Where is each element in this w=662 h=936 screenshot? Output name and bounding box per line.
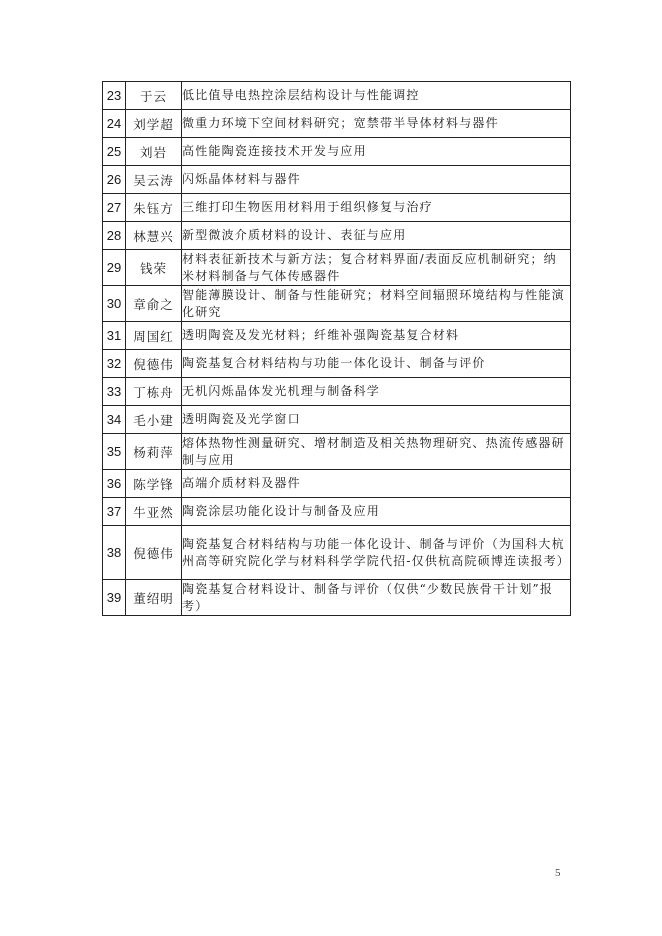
- supervisor-name: 周国红: [126, 322, 182, 350]
- row-number: 33: [103, 378, 126, 406]
- table-row: [103, 470, 571, 498]
- supervisor-name: 吴云涛: [126, 166, 182, 194]
- row-number: 23: [103, 82, 126, 110]
- supervisor-name: 刘学超: [126, 110, 182, 138]
- table-row: [103, 498, 571, 526]
- table-row: [103, 378, 571, 406]
- row-number: 34: [103, 406, 126, 434]
- row-number: 31: [103, 322, 126, 350]
- table-row: [103, 110, 571, 138]
- table-row: [103, 222, 571, 250]
- table-row: [103, 526, 571, 580]
- research-direction: 新型微波介质材料的设计、表征与应用: [182, 222, 571, 250]
- row-number: 25: [103, 138, 126, 166]
- row-number: 35: [103, 434, 126, 470]
- supervisor-name: 倪德伟: [126, 526, 182, 580]
- row-number: 24: [103, 110, 126, 138]
- research-direction: 高性能陶瓷连接技术开发与应用: [182, 138, 571, 166]
- supervisor-name: 倪德伟: [126, 350, 182, 378]
- research-direction: 三维打印生物医用材料用于组织修复与治疗: [182, 194, 571, 222]
- research-direction: 熔体热物性测量研究、增材制造及相关热物理研究、热流传感器研制与应用: [182, 434, 571, 470]
- page-number: 5: [555, 867, 561, 879]
- research-direction: 陶瓷涂层功能化设计与制备及应用: [182, 498, 571, 526]
- research-direction: 陶瓷基复合材料结构与功能一体化设计、制备与评价: [182, 350, 571, 378]
- supervisor-name: 于云: [126, 82, 182, 110]
- supervisor-name: 毛小建: [126, 406, 182, 434]
- row-number: 26: [103, 166, 126, 194]
- row-number: 28: [103, 222, 126, 250]
- table-row: [103, 138, 571, 166]
- table-row: [103, 350, 571, 378]
- supervisor-table-body: [103, 82, 571, 616]
- row-number: 36: [103, 470, 126, 498]
- table-row: [103, 82, 571, 110]
- research-direction: 闪烁晶体材料与器件: [182, 166, 571, 194]
- supervisor-name: 林慧兴: [126, 222, 182, 250]
- row-number: 32: [103, 350, 126, 378]
- row-number: 27: [103, 194, 126, 222]
- supervisor-name: 朱钰方: [126, 194, 182, 222]
- table-row: [103, 250, 571, 286]
- supervisor-name: 陈学锋: [126, 470, 182, 498]
- table-row: [103, 406, 571, 434]
- table-row: [103, 194, 571, 222]
- supervisor-table: [102, 81, 571, 616]
- row-number: 30: [103, 286, 126, 322]
- table-row: [103, 322, 571, 350]
- research-direction: 低比值导电热控涂层结构设计与性能调控: [182, 82, 571, 110]
- row-number: 38: [103, 526, 126, 580]
- supervisor-name: 杨莉萍: [126, 434, 182, 470]
- supervisor-name: 董绍明: [126, 580, 182, 616]
- table-row: [103, 286, 571, 322]
- research-direction: 材料表征新技术与新方法；复合材料界面/表面反应机制研究；纳米材料制备与气体传感器件: [182, 250, 571, 286]
- table-row: [103, 166, 571, 194]
- research-direction: 陶瓷基复合材料设计、制备与评价（仅供“少数民族骨干计划”报考）: [182, 580, 571, 616]
- research-direction: 无机闪烁晶体发光机理与制备科学: [182, 378, 571, 406]
- table-row: [103, 580, 571, 616]
- supervisor-name: 牛亚然: [126, 498, 182, 526]
- research-direction: 透明陶瓷及光学窗口: [182, 406, 571, 434]
- row-number: 39: [103, 580, 126, 616]
- supervisor-name: 章俞之: [126, 286, 182, 322]
- table-row: [103, 434, 571, 470]
- supervisor-name: 丁栋舟: [126, 378, 182, 406]
- row-number: 37: [103, 498, 126, 526]
- row-number: 29: [103, 250, 126, 286]
- supervisor-name: 钱荣: [126, 250, 182, 286]
- research-direction: 智能薄膜设计、制备与性能研究；材料空间辐照环境结构与性能演化研究: [182, 286, 571, 322]
- research-direction: 陶瓷基复合材料结构与功能一体化设计、制备与评价（为国科大杭州高等研究院化学与材料科学学院代招-仅供杭高院硕博连读报考）: [182, 526, 571, 580]
- research-direction: 透明陶瓷及发光材料；纤维补强陶瓷基复合材料: [182, 322, 571, 350]
- research-direction: 高端介质材料及器件: [182, 470, 571, 498]
- research-direction: 微重力环境下空间材料研究；宽禁带半导体材料与器件: [182, 110, 571, 138]
- supervisor-name: 刘岩: [126, 138, 182, 166]
